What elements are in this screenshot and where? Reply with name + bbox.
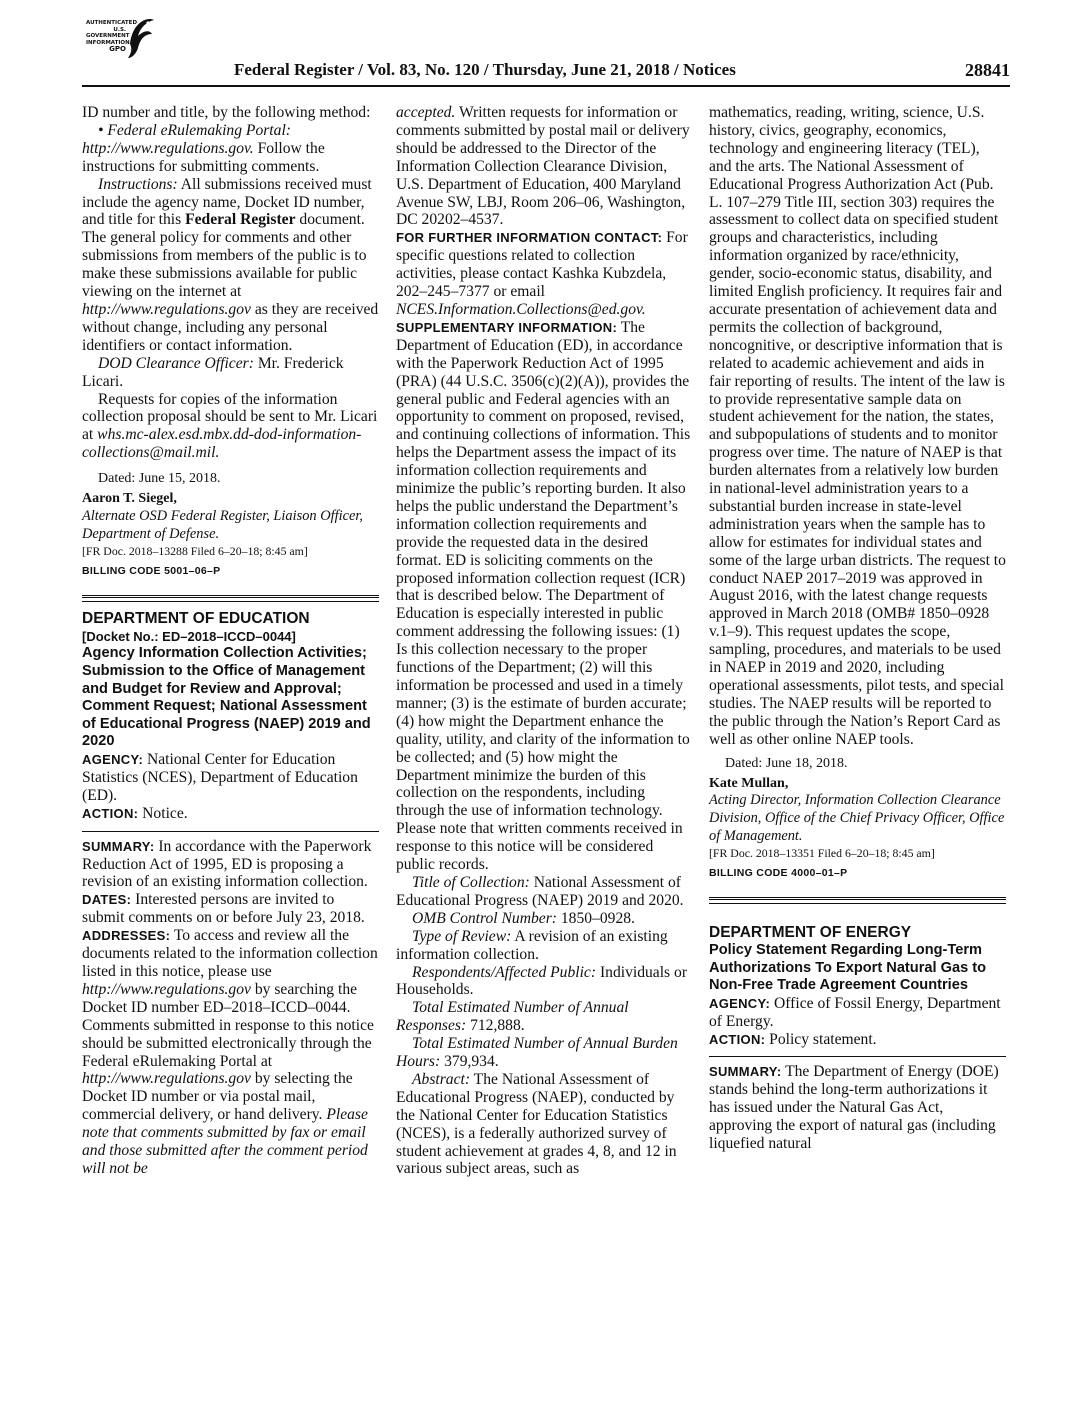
agency-line: AGENCY: Office of Fossil Energy, Department of Energy. bbox=[709, 994, 1001, 1030]
signer-title: Acting Director, Information Collection Clearance Division, Office of the Chief Privacy Officer, Office of Management. bbox=[709, 792, 1005, 845]
gpo-logo-text: AUTHENTICATED U.S. GOVERNMENT INFORMATION GPO bbox=[86, 20, 138, 53]
paragraph: Instructions: All submissions received must include the agency name, Docket ID number, and title for this Federal Register document. The general policy for comments and other submissions from members of the public is to make these submissions available for public viewing on the internet at http://www.regulations.gov as they are received without change, including any personal identifiers or contact information. bbox=[82, 175, 379, 354]
paragraph: mathematics, reading, writing, science, U.S. history, civics, geography, economics, technology and engineering literacy (TEL), and the arts. The National Assessment of Educational Progress Authorization Act (Pub. L. 107–279 Title III, section 303) requires the assessment to collect data on specified student groups and characteristics, including information organized by race/ethnicity, gender, socio-economic status, disability, and limited English proficiency. It requires fair and accurate presentation of achievement data and permits the collection of background, noncognitive, or descriptive information that is related to academic achievement and aids in fair reporting of results. The intent of the law is to provide representative sample data on student achievement for the nation, the states, and subpopulations of students and to monitor progress over time. The nature of NAEP is that burden alternates from a relatively low burden in national-level administration years to a substantial burden increase in state-level administration years when the sample has to allow for estimates for individual states and some of the large urban districts. The request to conduct NAEP 2017–2019 was approved in August 2016, with the latest change requests approved in March 2018 (OMB# 1850–0928 v.1–9). This request updates the scope, sampling, procedures, and materials to be used in NAEP in 2019 and 2020, including operational assessments, pilot tests, and special studies. The NAEP results will be reported to the public through the Nation’s Report Card as well as other online NAEP tools. bbox=[709, 104, 1006, 748]
action-line: ACTION: Notice. bbox=[82, 804, 188, 822]
department-heading: DEPARTMENT OF EDUCATION bbox=[82, 609, 310, 627]
column-1 bbox=[82, 104, 379, 1178]
regulations-link[interactable]: http://www.regulations.gov bbox=[82, 980, 251, 998]
billing-code: BILLING CODE 4000–01–P bbox=[709, 867, 848, 880]
paragraph: accepted. Written requests for information or comments submitted by postal mail or delivery should be addressed to the Director of the Information Collection Clearance Division, U.S. Department of Education, 400 Maryland Avenue SW, LBJ, Room 206–06, Washington, DC 20202–4537. bbox=[396, 104, 690, 229]
summary-paragraph: SUMMARY: In accordance with the Paperwork Reduction Act of 1995, ED is proposing a revision of an existing information collection. bbox=[82, 837, 372, 891]
fr-doc-line: [FR Doc. 2018–13351 Filed 6–20–18; 8:45 am] bbox=[709, 846, 935, 861]
eagle-seal-icon bbox=[126, 14, 156, 62]
paragraph: DOD Clearance Officer: Mr. Frederick Licari. bbox=[82, 354, 344, 390]
paragraph: • Federal eRulemaking Portal: http://www.regulations.gov. Follow the instructions for submitting comments. bbox=[82, 121, 325, 175]
abstract: Abstract: The National Assessment of Educational Progress (NAEP), conducted by the National Center for Education Statistics (NCES), is a federally authorized survey of student achievement at grades 4, 8, and 12 in various subject areas, such as bbox=[396, 1070, 677, 1178]
regulations-link[interactable]: http://www.regulations.gov. bbox=[82, 139, 254, 157]
column-3 bbox=[709, 104, 1006, 1153]
rule bbox=[82, 831, 379, 832]
signer-name: Kate Mullan, bbox=[709, 775, 789, 791]
running-header bbox=[234, 58, 1010, 82]
further-info-paragraph: FOR FURTHER INFORMATION CONTACT: For specific questions related to collection activities, please contact Kashka Kubzdela, 202–245–7377 or email NCES.Information.Collections@ed.gov. bbox=[396, 229, 688, 318]
total-burden-hours: Total Estimated Number of Annual Burden Hours: 379,934. bbox=[396, 1035, 678, 1071]
section-divider bbox=[709, 897, 1006, 904]
respondents: Respondents/Affected Public: Individuals or Households. bbox=[396, 963, 688, 999]
regulations-link[interactable]: http://www.regulations.gov bbox=[82, 300, 251, 318]
fr-doc-line: [FR Doc. 2018–13288 Filed 6–20–18; 8:45 am] bbox=[82, 543, 308, 558]
summary-paragraph: SUMMARY: The Department of Energy (DOE) stands behind the long-term authorizations it has issued under the Natural Gas Act, approving the export of natural gas (including liquefied natural bbox=[709, 1063, 999, 1153]
department-heading: DEPARTMENT OF ENERGY bbox=[709, 924, 912, 942]
dated-line: Dated: June 15, 2018. bbox=[98, 471, 221, 487]
gpo-authenticated-logo bbox=[86, 14, 156, 62]
header-title: Federal Register / Vol. 83, No. 120 / Thursday, June 21, 2018 / Notices bbox=[234, 60, 736, 79]
regulations-link[interactable]: http://www.regulations.gov bbox=[82, 1070, 251, 1088]
omb-control-number: OMB Control Number: 1850–0928. bbox=[412, 909, 635, 927]
title-of-collection: Title of Collection: National Assessment of Educational Progress (NAEP) 2019 and 2020. bbox=[396, 873, 684, 909]
dates-paragraph: DATES: Interested persons are invited to submit comments on or before July 23, 2018. bbox=[82, 891, 365, 927]
addresses-paragraph: ADDRESSES: To access and review all the documents related to the information collection listed in this notice, please use http://www.regulations.gov by searching the Docket ID number ED–2018–ICCD–0044. Comments submitted in response to this notice should be submitted electronically through the Federal eRulemaking Portal at http://www.regulations.gov by selecting the Docket ID number or via postal mail, commercial delivery, or hand delivery. Please note that comments submitted by fax or email and those submitted after the comment period will not be bbox=[82, 927, 378, 1177]
docket-number: [Docket No.: ED–2018–ICCD–0044] bbox=[82, 628, 296, 644]
total-responses: Total Estimated Number of Annual Responses: 712,888. bbox=[396, 999, 629, 1035]
supplementary-paragraph: SUPPLEMENTARY INFORMATION: The Department of Education (ED), in accordance with the Paperwork Reduction Act of 1995 (PRA) (44 U.S.C. 3506(c)(2)(A)), provides the general public and Federal agencies with an opportunity to comment on proposed, revised, and continuing collections of information. This helps the Department assess the impact of its information collection requirements and minimize the public’s reporting burden. It also helps the public understand the Department’s information collection requirements and provide the requested data in the desired format. ED is soliciting comments on the proposed information collection request (ICR) that is described below. The Department of Education is especially interested in public comment addressing the following issues: (1) Is this collection necessary to the proper functions of the Department; (2) will this information be processed and used in a timely manner; (3) is the estimate of burden accurate; (4) how might the Department enhance the quality, utility, and clarity of the information to be collected; and (5) how might the Department minimize the burden of this collection on the respondents, including through the use of information technology. Please note that written comments received in response to this notice will be considered public records. bbox=[396, 318, 691, 874]
billing-code: BILLING CODE 5001–06–P bbox=[82, 564, 221, 577]
email-link[interactable]: NCES.Information.Collections@ed.gov. bbox=[396, 300, 646, 318]
column-2 bbox=[396, 104, 693, 1178]
dated-line: Dated: June 18, 2018. bbox=[725, 755, 848, 771]
signer-title: Alternate OSD Federal Register, Liaison Officer, Department of Defense. bbox=[82, 507, 363, 542]
type-of-review: Type of Review: A revision of an existing information collection. bbox=[396, 927, 668, 963]
signer-name: Aaron T. Siegel, bbox=[82, 491, 177, 507]
header-rule bbox=[82, 85, 1010, 87]
page-number: 28841 bbox=[965, 60, 1010, 80]
agency-line: AGENCY: National Center for Education Statistics (NCES), Department of Education (ED). bbox=[82, 751, 358, 804]
notice-title: Policy Statement Regarding Long-Term Authorizations To Export Natural Gas to Non-Free Trade Agreement Countries bbox=[709, 941, 987, 994]
paragraph: Requests for copies of the information collection proposal should be sent to Mr. Licari at whs.mc-alex.esd.mbx.dd-dod-information-collections@mail.mil. bbox=[82, 390, 378, 462]
email-link[interactable]: whs.mc-alex.esd.mbx.dd-dod-information-collections@mail.mil. bbox=[82, 426, 362, 462]
notice-title: Agency Information Collection Activities; Submission to the Office of Management and Budget for Review and Approval; Comment Request; National Assessment of Educational Progress (NAEP) 2019 and 2020 bbox=[82, 645, 371, 750]
section-divider bbox=[82, 595, 379, 602]
rule bbox=[709, 1056, 1006, 1057]
action-line: ACTION: Policy statement. bbox=[709, 1030, 877, 1048]
paragraph: ID number and title, by the following method: bbox=[82, 104, 371, 121]
